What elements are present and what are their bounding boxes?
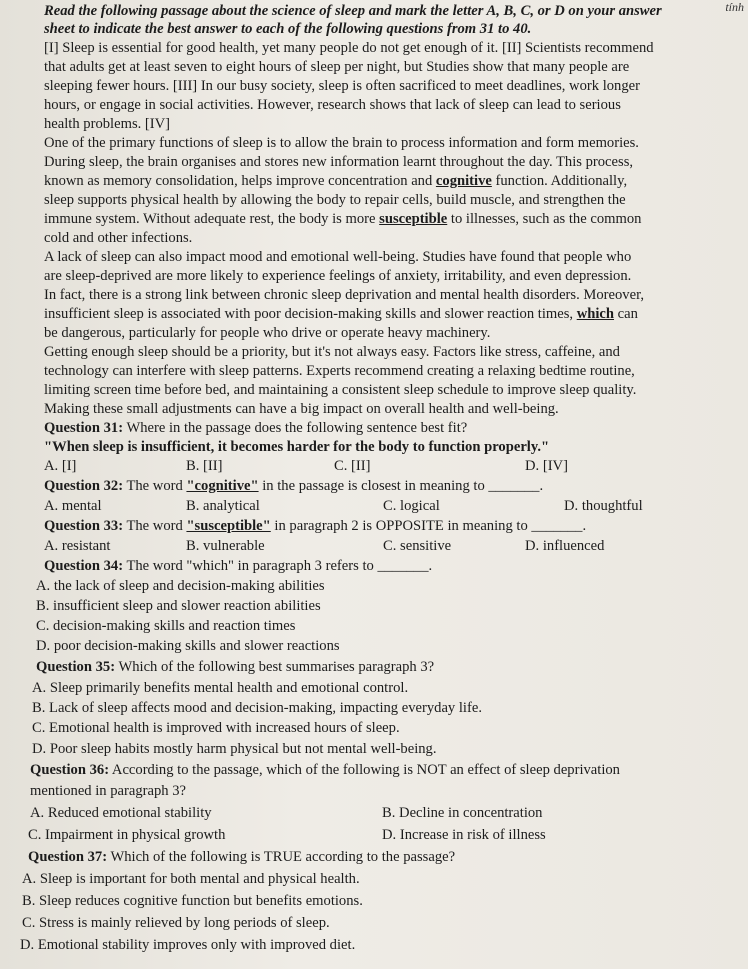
q37-option-b[interactable]: B. Sleep reduces cognitive function but benefits emotions. bbox=[22, 893, 363, 909]
question-32: Question 32: The word "cognitive" in the passage is closest in meaning to _______. bbox=[44, 478, 544, 494]
passage-p3-line: A lack of sleep can also impact mood and emotional well-being. Studies have found that people who bbox=[44, 249, 632, 265]
q31-option-c[interactable]: C. [II] bbox=[334, 458, 371, 474]
question-35: Question 35: Which of the following best summarises paragraph 3? bbox=[36, 659, 435, 675]
question-33: Question 33: The word "susceptible" in paragraph 2 is OPPOSITE in meaning to _______. bbox=[44, 518, 587, 534]
q37-option-d[interactable]: D. Emotional stability improves only with improved diet. bbox=[20, 937, 356, 953]
passage-p1-line: that adults get at least seven to eight hours of sleep per night, but Studies show that many people are bbox=[44, 59, 630, 75]
question-34: Question 34: The word "which" in paragraph 3 refers to _______. bbox=[44, 558, 433, 574]
passage-p4-line: technology can interfere with sleep patterns. Experts recommend creating a relaxing bedtime routine, bbox=[44, 363, 635, 379]
passage-p3-line: insufficient sleep is associated with poor decision-making skills and slower reaction times, which can bbox=[44, 306, 638, 322]
q37-option-c[interactable]: C. Stress is mainly relieved by long periods of sleep. bbox=[22, 915, 330, 931]
q33-option-d[interactable]: D. influenced bbox=[525, 538, 605, 554]
word-which: which bbox=[576, 306, 615, 322]
q34-option-c[interactable]: C. decision-making skills and reaction times bbox=[36, 618, 296, 634]
q32-option-a[interactable]: A. mental bbox=[44, 498, 102, 514]
q32-option-d[interactable]: D. thoughtful bbox=[564, 498, 643, 514]
q33-option-b[interactable]: B. vulnerable bbox=[186, 538, 265, 554]
q36-option-d[interactable]: D. Increase in risk of illness bbox=[382, 827, 546, 843]
passage-p2-line: During sleep, the brain organises and stores new information learnt throughout the day. This process, bbox=[44, 154, 634, 170]
passage-p2-line: immune system. Without adequate rest, the body is more susceptible to illnesses, such as the common bbox=[44, 211, 642, 227]
q33-option-a[interactable]: A. resistant bbox=[44, 538, 111, 554]
passage-p3-line: be dangerous, particularly for people who drive or operate heavy machinery. bbox=[44, 325, 491, 341]
q34-option-d[interactable]: D. poor decision-making skills and slower reactions bbox=[36, 638, 340, 654]
question-31-quote: "When sleep is insufficient, it becomes harder for the body to function properly." bbox=[44, 439, 550, 455]
passage-p1-line: hours, or engage in social activities. However, research shows that lack of sleep can lead to serious bbox=[44, 97, 621, 113]
q32-option-c[interactable]: C. logical bbox=[383, 498, 440, 514]
instruction-line-2: sheet to indicate the best answer to each of the following questions from 31 to 40. bbox=[44, 21, 532, 37]
q34-option-a[interactable]: A. the lack of sleep and decision-making abilities bbox=[36, 578, 325, 594]
passage-p4-line: Making these small adjustments can have a big impact on overall health and well-being. bbox=[44, 401, 559, 417]
passage-p2-line: known as memory consolidation, helps improve concentration and cognitive function. Additionally, bbox=[44, 173, 628, 189]
q35-option-a[interactable]: A. Sleep primarily benefits mental health and emotional control. bbox=[32, 680, 409, 696]
passage-p3-line: are sleep-deprived are more likely to experience feelings of anxiety, irritability, and even depression. bbox=[44, 268, 632, 284]
question-31: Question 31: Where in the passage does the following sentence best fit? bbox=[44, 420, 468, 436]
passage-p2-line: sleep supports physical health by allowing the body to repair cells, build muscle, and strengthen the bbox=[44, 192, 626, 208]
q31-option-d[interactable]: D. [IV] bbox=[525, 458, 568, 474]
word-susceptible: susceptible bbox=[379, 211, 448, 227]
question-36: Question 36: According to the passage, which of the following is NOT an effect of sleep deprivation bbox=[30, 762, 620, 778]
passage-p1-line: sleeping fewer hours. [III] In our busy society, sleep is often sacrificed to meet deadlines, work longer bbox=[44, 78, 640, 94]
q35-option-b[interactable]: B. Lack of sleep affects mood and decision-making, impacting everyday life. bbox=[32, 700, 482, 716]
word-cognitive: cognitive bbox=[435, 173, 492, 189]
question-36-continued: mentioned in paragraph 3? bbox=[30, 783, 187, 799]
passage-p1-line: [I] Sleep is essential for good health, yet many people do not get enough of it. [II] Scientists recommend bbox=[44, 40, 654, 56]
q35-option-d[interactable]: D. Poor sleep habits mostly harm physical but not mental well-being. bbox=[32, 741, 437, 757]
q31-option-a[interactable]: A. [I] bbox=[44, 458, 77, 474]
corner-note: tính bbox=[725, 0, 744, 14]
question-37: Question 37: Which of the following is TRUE according to the passage? bbox=[28, 849, 456, 865]
passage-p4-line: limiting screen time before bed, and maintaining a consistent sleep schedule to improve sleep quality. bbox=[44, 382, 637, 398]
q33-option-c[interactable]: C. sensitive bbox=[383, 538, 452, 554]
passage-p1-line: health problems. [IV] bbox=[44, 116, 171, 132]
q36-option-a[interactable]: A. Reduced emotional stability bbox=[30, 805, 212, 821]
q32-option-b[interactable]: B. analytical bbox=[186, 498, 260, 514]
q35-option-c[interactable]: C. Emotional health is improved with increased hours of sleep. bbox=[32, 720, 400, 736]
instruction-line-1: Read the following passage about the science of sleep and mark the letter A, B, C, or D on your answer bbox=[44, 3, 662, 19]
q36-option-b[interactable]: B. Decline in concentration bbox=[382, 805, 543, 821]
passage-p4-line: Getting enough sleep should be a priority, but it's not always easy. Factors like stress, caffeine, and bbox=[44, 344, 620, 360]
q34-option-b[interactable]: B. insufficient sleep and slower reaction abilities bbox=[36, 598, 321, 614]
passage-p3-line: In fact, there is a strong link between chronic sleep deprivation and mental health disorders. Moreover, bbox=[44, 287, 644, 303]
passage-p2-line: cold and other infections. bbox=[44, 230, 193, 246]
q36-option-c[interactable]: C. Impairment in physical growth bbox=[28, 827, 226, 843]
q37-option-a[interactable]: A. Sleep is important for both mental and physical health. bbox=[22, 871, 360, 887]
q31-option-b[interactable]: B. [II] bbox=[186, 458, 223, 474]
passage-p2-line: One of the primary functions of sleep is to allow the brain to process information and form memories. bbox=[44, 135, 639, 151]
